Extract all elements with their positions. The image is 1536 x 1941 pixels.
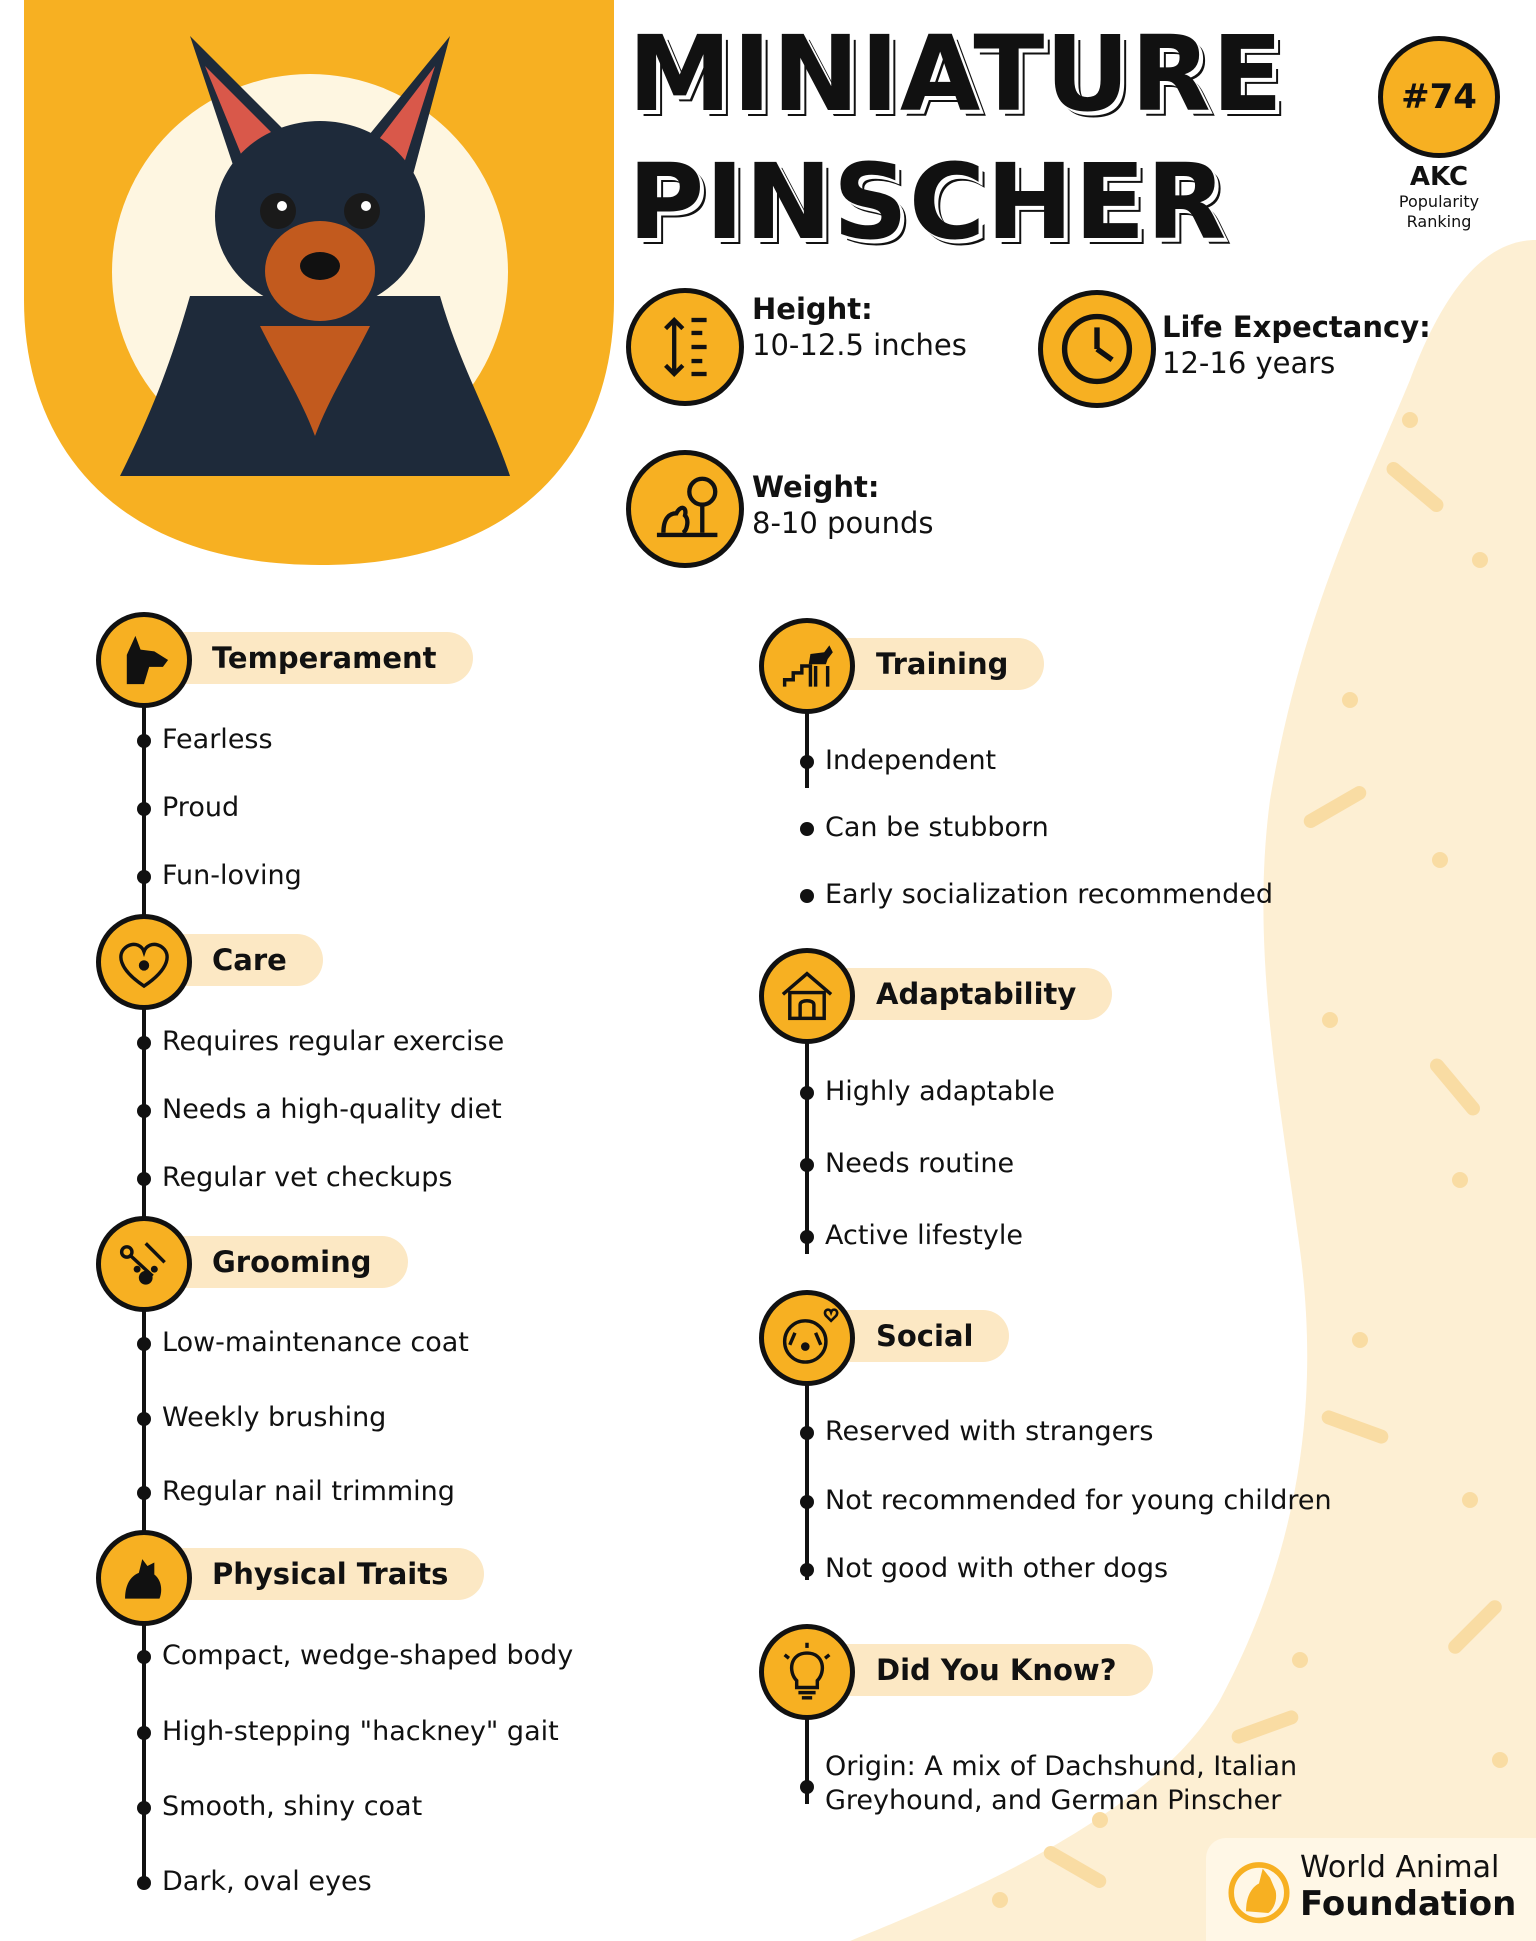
dog-house-icon (759, 948, 855, 1044)
list-bullet (137, 1412, 151, 1426)
list-item: Compact, wedge-shaped body (162, 1640, 574, 1671)
list-bullet (137, 734, 151, 748)
list-item: Regular vet checkups (162, 1162, 453, 1193)
height-value: 10-12.5 inches (752, 328, 967, 362)
list-bullet (800, 1780, 814, 1794)
list-item: Needs a high-quality diet (162, 1094, 502, 1125)
list-bullet (800, 1158, 814, 1172)
ruler-arrows-icon (626, 288, 744, 406)
list-item: Early socialization recommended (825, 879, 1273, 910)
life-value: 12-16 years (1162, 346, 1336, 380)
list-bullet (800, 889, 814, 903)
list-bullet (800, 1230, 814, 1244)
list-item: Reserved with strangers (825, 1416, 1154, 1447)
list-item: Fearless (162, 724, 273, 755)
list-item: Smooth, shiny coat (162, 1791, 423, 1822)
list-item: Active lifestyle (825, 1220, 1023, 1251)
training-title: Training (876, 647, 1009, 681)
list-bullet (137, 1876, 151, 1890)
list-bullet (800, 822, 814, 836)
list-bullet (137, 1337, 151, 1351)
list-item: Weekly brushing (162, 1402, 387, 1433)
sitting-dog-icon (96, 1530, 192, 1626)
weight-value: 8-10 pounds (752, 506, 934, 540)
list-item: Highly adaptable (825, 1076, 1055, 1107)
fact-title: Did You Know? (876, 1653, 1117, 1687)
clock-icon (1038, 290, 1156, 408)
list-bullet (137, 1172, 151, 1186)
list-item: Low-maintenance coat (162, 1327, 469, 1358)
list-item: Proud (162, 792, 240, 823)
rank-sub-1: Popularity (1398, 192, 1480, 211)
list-bullet (800, 755, 814, 769)
list-bullet (800, 1563, 814, 1577)
lightbulb-icon (759, 1624, 855, 1720)
life-label: Life Expectancy: (1162, 310, 1431, 344)
physical-title: Physical Traits (212, 1557, 449, 1591)
list-bullet (800, 1086, 814, 1100)
list-bullet (137, 1486, 151, 1500)
list-bullet (137, 1801, 151, 1815)
logo-line-1: World Animal (1300, 1850, 1500, 1885)
list-bullet (800, 1495, 814, 1509)
height-label: Height: (752, 292, 873, 326)
list-item: Needs routine (825, 1148, 1015, 1179)
grooming-title: Grooming (212, 1245, 372, 1279)
list-item: Not good with other dogs (825, 1553, 1169, 1584)
care-title: Care (212, 943, 287, 977)
list-item: High-stepping "hackney" gait (162, 1716, 559, 1747)
temperament-title: Temperament (212, 641, 437, 675)
weight-label: Weight: (752, 470, 880, 504)
list-item: Greyhound, and German Pinscher (825, 1785, 1282, 1816)
list-bullet (137, 1650, 151, 1664)
list-bullet (137, 1036, 151, 1050)
list-item: Not recommended for young children (825, 1485, 1332, 1516)
dog-face-heart-icon (759, 1290, 855, 1386)
list-item: Origin: A mix of Dachshund, Italian (825, 1751, 1298, 1782)
list-bullet (800, 1426, 814, 1440)
list-bullet (137, 802, 151, 816)
rank-badge (1378, 36, 1500, 158)
dog-stairs-icon (759, 618, 855, 714)
rank-value: #74 (1401, 77, 1477, 117)
social-title: Social (876, 1319, 974, 1353)
list-bullet (137, 1104, 151, 1118)
dog-scale-icon (626, 450, 744, 568)
list-item: Dark, oval eyes (162, 1866, 372, 1897)
list-item: Requires regular exercise (162, 1026, 505, 1057)
list-item: Independent (825, 745, 997, 776)
title-line-2: PINSCHER (628, 141, 1228, 263)
list-item: Fun-loving (162, 860, 302, 891)
logo-line-2: Foundation (1300, 1884, 1517, 1924)
heart-paw-icon (96, 914, 192, 1010)
rank-org: AKC (1409, 162, 1469, 192)
animal-foundation-logo-icon (1222, 1852, 1296, 1926)
dog-head-icon (96, 612, 192, 708)
rank-sub-2: Ranking (1406, 212, 1472, 231)
dog-illustration (110, 36, 530, 476)
scissors-comb-icon (96, 1216, 192, 1312)
adaptability-title: Adaptability (876, 977, 1077, 1011)
list-bullet (137, 1726, 151, 1740)
list-item: Regular nail trimming (162, 1476, 455, 1507)
list-bullet (137, 870, 151, 884)
title-line-1: MINIATURE (628, 13, 1284, 135)
list-item: Can be stubborn (825, 812, 1049, 843)
